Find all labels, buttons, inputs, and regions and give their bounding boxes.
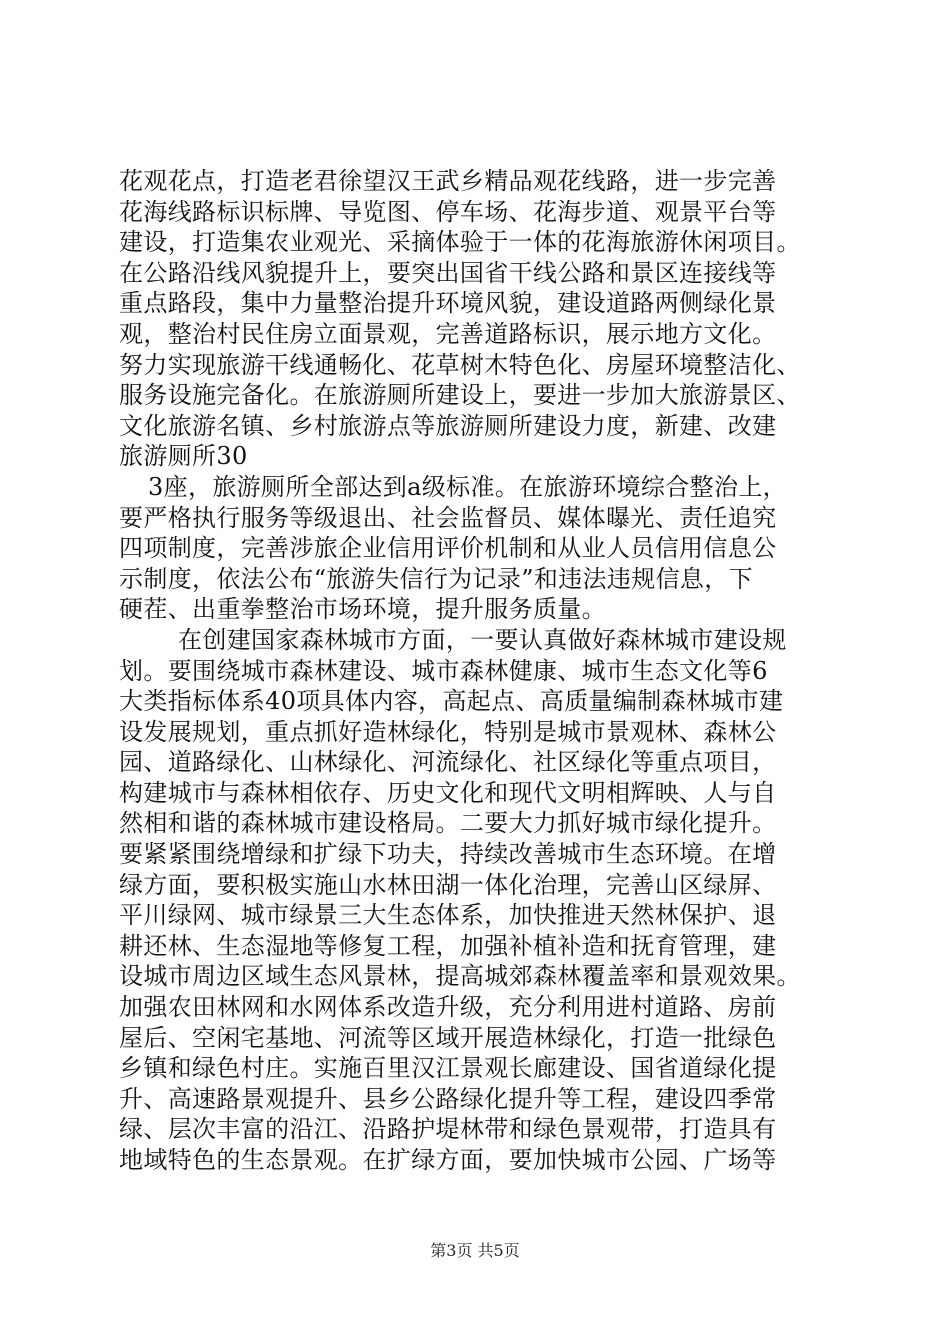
text-line: 设发展规划，重点抓好造林绿化，特别是城市景观林、森林公 [119, 717, 777, 746]
body-text [119, 166, 835, 1176]
text-line: 建设，打造集农业观光、采摘体验于一体的花海旅游休闲项目。 [119, 228, 801, 257]
text-line: 屋后、空闲宅基地、河流等区域开展造林绿化，打造一批绿色 [119, 1023, 777, 1052]
text-line: 构建城市与森林相依存、历史文化和现代文明相辉映、人与自 [119, 778, 777, 807]
text-line: 服务设施完备化。在旅游厕所建设上，要进一步加大旅游景区、 [119, 381, 801, 410]
text-line: 划。要围绕城市森林建设、城市森林健康、城市生态文化等6 [119, 656, 768, 685]
text-line: 花海线路标识标牌、导览图、停车场、花海步道、观景平台等 [119, 197, 777, 226]
text-line: 观，整治村民住房立面景观，完善道路标识，展示地方文化。 [119, 319, 777, 348]
text-line: 平川绿网、城市绿景三大生态体系，加快推进天然林保护、退 [119, 901, 777, 930]
page-number-footer: 第3页 共5页 [430, 1241, 520, 1260]
text-line: 绿方面，要积极实施山水林田湖一体化治理，完善山区绿屏、 [119, 870, 777, 899]
text-line: 在公路沿线风貌提升上，要突出国省干线公路和景区连接线等 [119, 258, 777, 287]
text-line: 在创建国家森林城市方面，一要认真做好森林城市建设规 [178, 625, 787, 654]
text-line: 文化旅游名镇、乡村旅游点等旅游厕所建设力度，新建、改建 [119, 411, 777, 440]
text-line: 乡镇和绿色村庄。实施百里汉江景观长廊建设、国省道绿化提 [119, 1054, 777, 1083]
text-line: 地域特色的生态景观。在扩绿方面，要加快城市公园、广场等 [119, 1146, 777, 1174]
text-line: 3座，旅游厕所全部达到a级标准。在旅游环境综合整治上， [148, 472, 788, 501]
text-line: 花观花点，打造老君徐望汉王武乡精品观花线路，进一步完善 [119, 167, 777, 195]
text-line: 园、道路绿化、山林绿化、河流绿化、社区绿化等重点项目， [119, 748, 777, 777]
text-line: 大类指标体系40项具体内容，高起点、高质量编制森林城市建 [119, 687, 784, 716]
text-line: 旅游厕所30 [119, 442, 248, 471]
text-line: 设城市周边区域生态风景林，提高城郊森林覆盖率和景观效果。 [119, 962, 801, 991]
text-line: 努力实现旅游干线通畅化、花草树木特色化、房屋环境整洁化、 [119, 350, 801, 379]
text-line: 加强农田林网和水网体系改造升级，充分利用进村道路、房前 [119, 993, 777, 1022]
text-line: 要紧紧围绕增绿和扩绿下功夫，持续改善城市生态环境。在增 [119, 840, 777, 869]
text-line: 要严格执行服务等级退出、社会监督员、媒体曝光、责任追究 [119, 503, 777, 532]
text-line: 绿、层次丰富的沿江、沿路护堤林带和绿色景观带，打造具有 [119, 1115, 777, 1144]
text-line: 四项制度，完善涉旅企业信用评价机制和从业人员信用信息公 [119, 534, 777, 563]
text-line: 示制度，依法公布“旅游失信行为记录”和违法违规信息，下 [119, 564, 753, 593]
text-line: 然相和谐的森林城市建设格局。二要大力抓好城市绿化提升。 [119, 809, 777, 838]
text-line: 升、高速路景观提升、县乡公路绿化提升等工程，建设四季常 [119, 1084, 777, 1113]
text-line: 耕还林、生态湿地等修复工程，加强补植补造和抚育管理，建 [119, 931, 777, 960]
text-line: 重点路段，集中力量整治提升环境风貌，建设道路两侧绿化景 [119, 289, 777, 318]
text-line: 硬茬、出重拳整治市场环境，提升服务质量。 [119, 595, 606, 624]
